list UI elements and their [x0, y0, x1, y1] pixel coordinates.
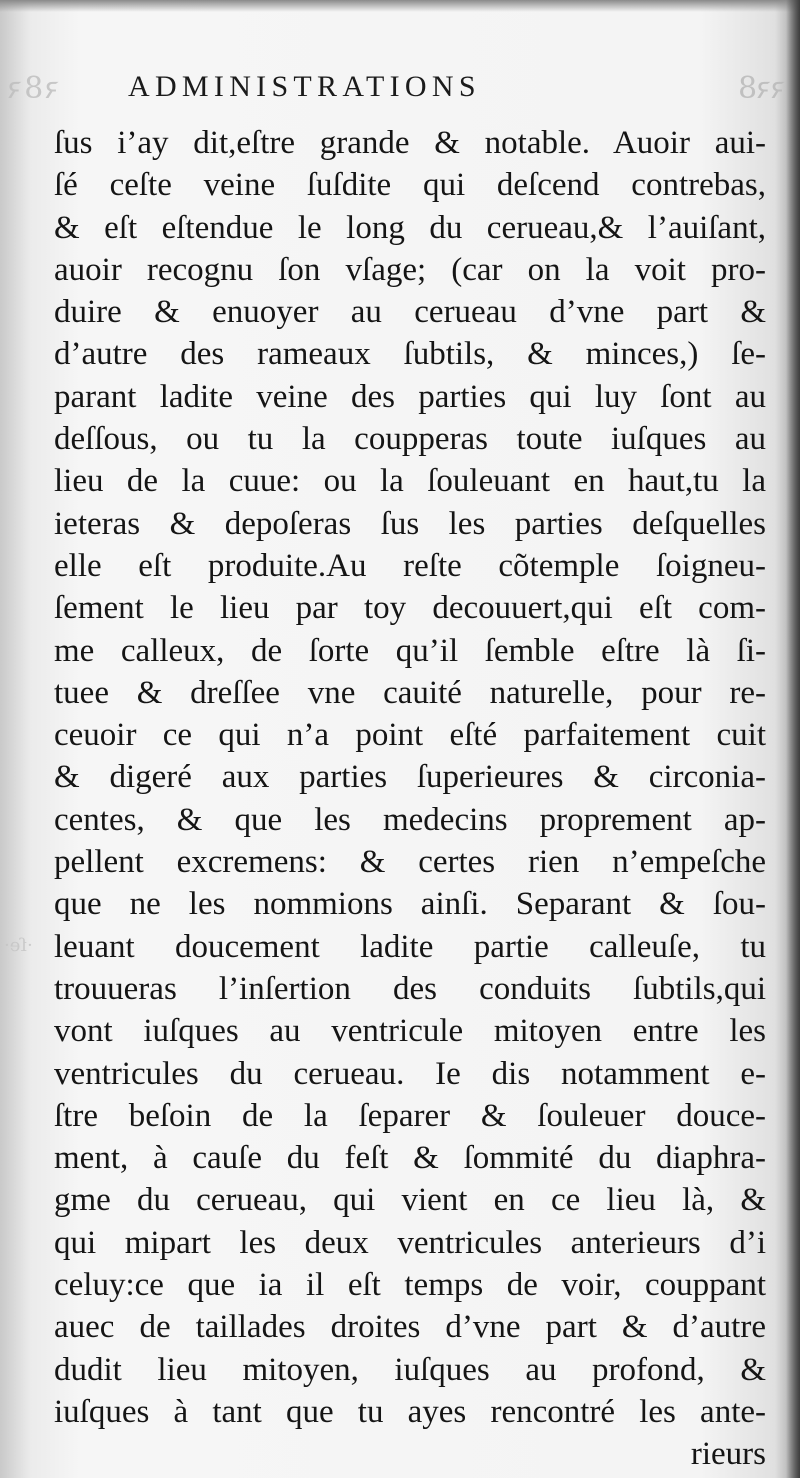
text-line: ieteras & depoſeras ſus les parties deſquelles — [54, 505, 766, 542]
text-line: centes, & que les medecins proprement ap- — [54, 801, 766, 838]
running-head: ADMINISTRATIONS — [128, 70, 481, 103]
page-gutter-shadow — [786, 0, 800, 1478]
page-top-shadow — [0, 0, 800, 12]
text-line: gme du cerueau, qui vient en ce lieu là, & — [54, 1182, 766, 1219]
text-line: & eſt eſtendue le long du cerueau,& l’auiſant, — [54, 209, 766, 246]
text-line: ment, à cauſe du feſt & ſommité du diaphra- — [54, 1140, 766, 1177]
text-line: rieurs — [690, 1436, 766, 1473]
text-line: qui mipart les deux ventricules anterieurs d’i — [54, 1224, 766, 1261]
text-line: lieu de la cuue: ou la ſouleuant en haut,tu la — [54, 463, 766, 500]
text-line: ventricules du cerueau. Ie dis notamment e- — [54, 1055, 766, 1092]
text-line: me calleux, de ſorte qu’il ſemble eſtre là ſi- — [54, 632, 766, 669]
text-line: vont iuſques au ventricule mitoyen entre les — [54, 1013, 766, 1050]
text-line: & digeré aux parties ſuperieures & circonia- — [54, 759, 766, 796]
text-line: ſé ceſte veine ſuſdite qui deſcend contrebas, — [54, 167, 766, 204]
text-line: parant ladite veine des parties qui luy ſont au — [54, 378, 766, 415]
text-line: tuee & dreſſee vne cauité naturelle, pour re- — [54, 674, 766, 711]
text-line: ceuoir ce qui n’a point eſté parfaitement cuit — [54, 717, 766, 754]
text-line: ſtre beſoin de la ſeparer & ſouleuer douce- — [54, 1097, 766, 1134]
text-line: celuy:ce que ia il eſt temps de voir, couppant — [54, 1267, 766, 1304]
text-line: dudit lieu mitoyen, iuſques au profond, & — [54, 1351, 766, 1388]
text-line: pellent excremens: & certes rien n’empeſche — [54, 844, 766, 881]
text-line: trouueras l’inſertion des conduits ſubtils,qui — [54, 970, 766, 1007]
text-line: auoir recognu ſon vſage; (car on la voit pro- — [54, 251, 766, 288]
show-through-mark-right: ꝛꝛ8 — [738, 71, 786, 106]
text-line: leuant doucement ladite partie calleuſe, tu — [54, 928, 766, 965]
text-line: duire & enuoyer au cerueau d’vne part & — [54, 294, 766, 331]
text-line: ſement le lieu par toy decouuert,qui eſt com- — [54, 590, 766, 627]
show-through-mark-left: ꝛ8ꝛ — [6, 71, 60, 106]
text-line: elle eſt produite.Au reſte cõtemple ſoigneu- — [54, 547, 766, 584]
text-line: iuſques à tant que tu ayes rencontré les ante- — [54, 1393, 766, 1430]
text-line: auec de taillades droites d’vne part & d’autre — [54, 1309, 766, 1346]
text-line: que ne les nommions ainſi. Separant & ſou- — [54, 886, 766, 923]
text-line: ſus i’ay dit,eſtre grande & notable. Auoir aui- — [54, 125, 766, 161]
show-through-mark-margin: ·ſe· — [4, 935, 33, 956]
text-line: deſſous, ou tu la coupperas toute iuſques au — [54, 421, 766, 458]
body-text — [54, 122, 766, 1476]
text-line: d’autre des rameaux ſubtils, & minces,) ſe- — [54, 336, 766, 373]
